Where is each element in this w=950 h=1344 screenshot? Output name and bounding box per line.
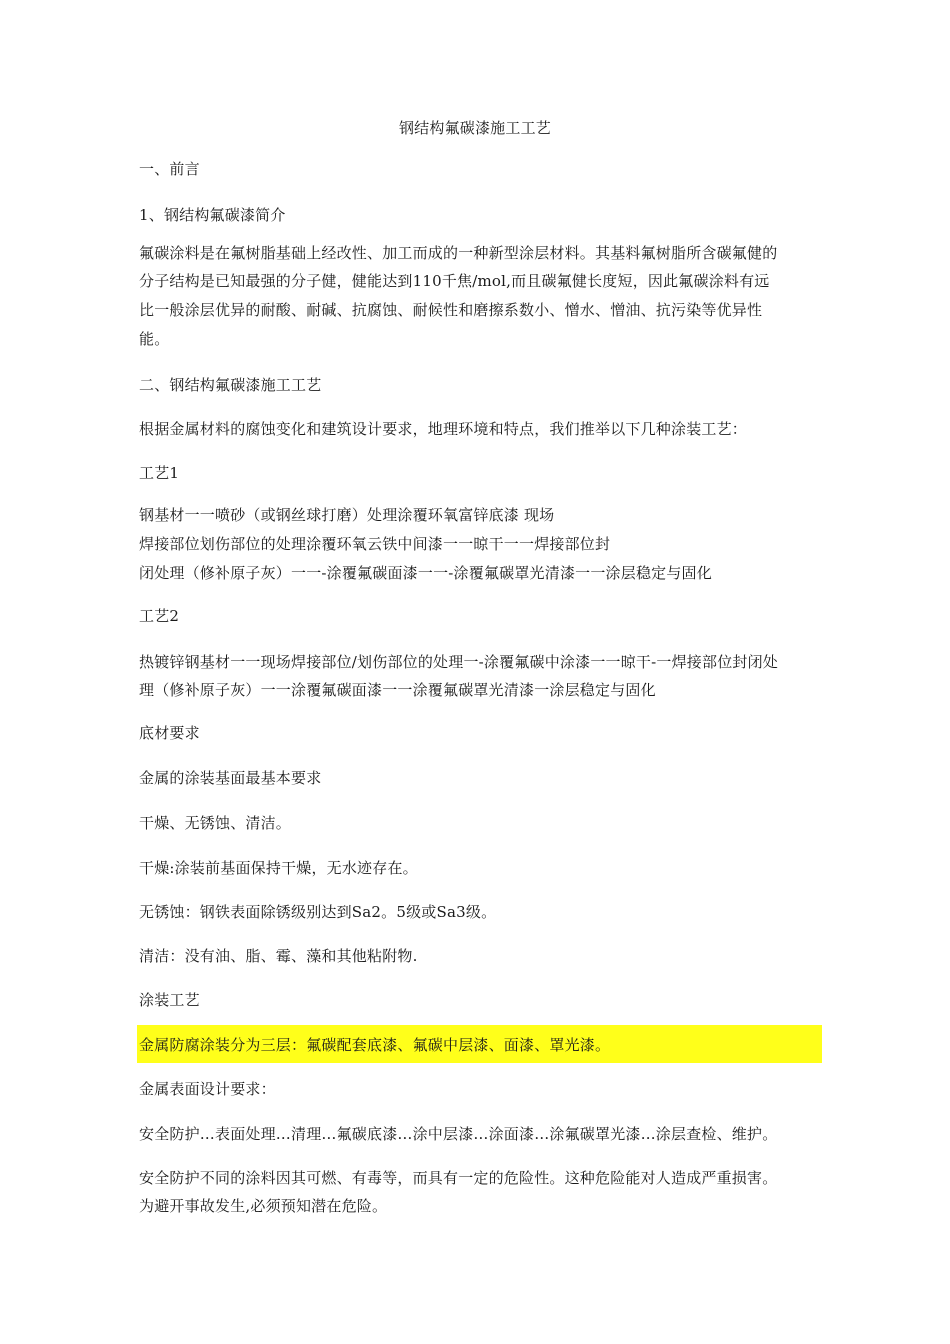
paragraph-line: 热镀锌钢基材一一现场焊接部位/划伤部位的处理一-涂覆氟碳中涂漆一一晾干-一焊接部位封闭处	[139, 653, 778, 671]
paragraph-line: 无锈蚀：钢铁表面除锈级别达到Sa2。5级或Sa3级。	[139, 903, 497, 921]
paragraph-line: 金属表面设计要求：	[139, 1080, 276, 1098]
subsection-heading-intro: 1、钢结构氟碳漆简介	[139, 206, 286, 224]
paragraph-line: 安全防护不同的涂料因其可燃、有毒等，而具有一定的危险性。这种危险能对人造成严重损害。	[139, 1169, 778, 1187]
section-heading-preface: 一、前言	[139, 160, 200, 178]
paragraph-line: 干燥:涂装前基面保持干燥，无水迹存在。	[139, 859, 418, 877]
process-heading-2: 工艺2	[139, 607, 180, 625]
paragraph-line: 安全防护…表面处理…清理…氟碳底漆…涂中层漆…涂面漆…涂氟碳罩光漆…涂层查检、维护。	[139, 1125, 778, 1143]
paragraph-line: 闭处理（修补原子灰）一一-涂覆氟碳面漆一一-涂覆氟碳罩光清漆一一涂层稳定与固化	[139, 564, 712, 582]
paragraph-line: 分子结构是已知最强的分子健，健能达到110千焦/mol,而且碳氟健长度短，因此氟碳涂料有远	[139, 272, 770, 290]
document-title: 钢结构氟碳漆施工工艺	[398, 119, 551, 137]
paragraph-line: 比一般涂层优异的耐酸、耐碱、抗腐蚀、耐候性和磨擦系数小、憎水、憎油、抗污染等优异性	[139, 301, 763, 319]
paragraph-line: 清洁：没有油、脂、霉、藻和其他粘附物.	[139, 947, 418, 965]
paragraph-line: 氟碳涂料是在氟树脂基础上经改性、加工而成的一种新型涂层材料。其基料氟树脂所含碳氟健的	[139, 244, 778, 262]
highlighted-paragraph: 金属防腐涂装分为三层：氟碳配套底漆、氟碳中层漆、面漆、罩光漆。	[139, 1036, 611, 1054]
paragraph-line: 焊接部位划伤部位的处理涂覆环氧云铁中间漆一一晾干一一焊接部位封	[139, 535, 611, 553]
paragraph-line: 能。	[139, 330, 170, 348]
paragraph-line: 金属的涂装基面最基本要求	[139, 769, 322, 787]
subheading-coating: 涂装工艺	[139, 991, 200, 1009]
process-heading-1: 工艺1	[139, 464, 180, 482]
paragraph-line: 钢基材一一喷砂（或钢丝球打磨）处理涂覆环氧富锌底漆 现场	[139, 506, 555, 524]
paragraph-line: 根据金属材料的腐蚀变化和建筑设计要求，地理环境和特点，我们推举以下几种涂装工艺：	[139, 420, 748, 438]
paragraph-line: 为避开事故发生,必须预知潜在危险。	[139, 1197, 388, 1215]
paragraph-line: 理（修补原子灰）一一涂覆氟碳面漆一一涂覆氟碳罩光清漆一涂层稳定与固化	[139, 681, 656, 699]
section-heading-process: 二、钢结构氟碳漆施工工艺	[139, 376, 322, 394]
paragraph-line: 干燥、无锈蚀、清洁。	[139, 814, 292, 832]
subheading-substrate: 底材要求	[139, 724, 200, 742]
